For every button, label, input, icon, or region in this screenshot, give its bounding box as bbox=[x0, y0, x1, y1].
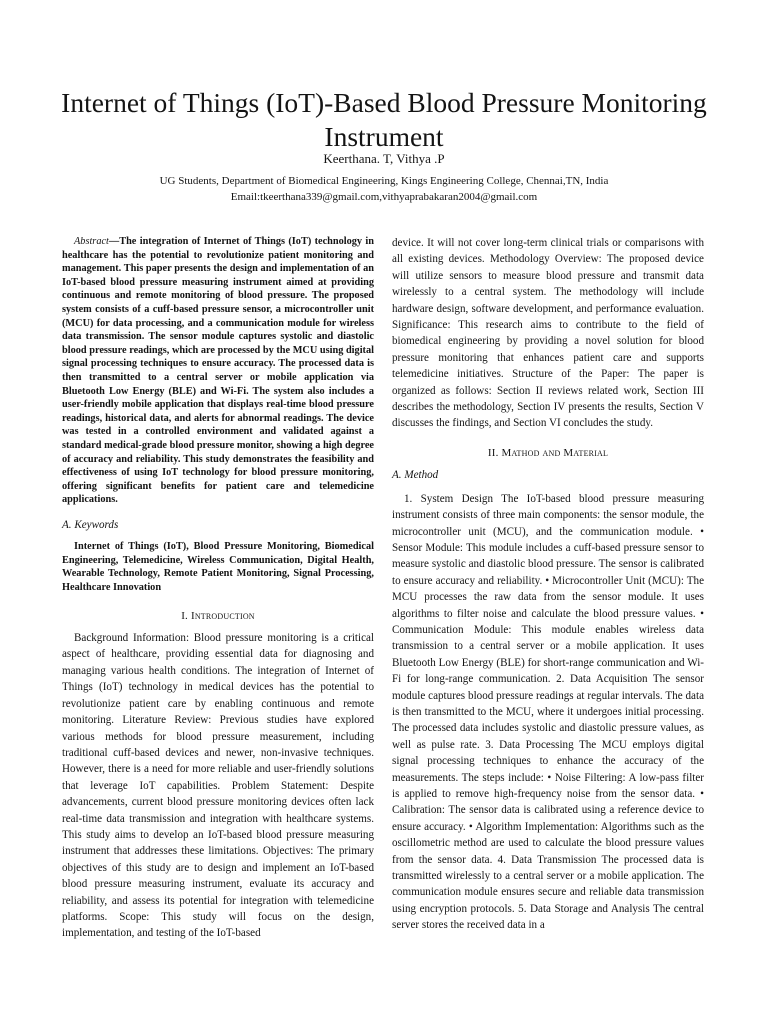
keywords-heading: A. Keywords bbox=[62, 518, 119, 531]
abstract-label: Abstract bbox=[74, 236, 109, 247]
method-subheading: A. Method bbox=[392, 469, 439, 482]
method-section-heading: II. Mathod and Material bbox=[487, 446, 609, 459]
abstract-text: —The integration of Internet of Things (IoT) technology in healthcare has the potential to revolutionize patient monitoring and management. This paper presents the design and implementation of an IoT-based blood pressure measuring instrument aimed at providing continuous and remote monitoring of blood pressure. The proposed system consists of a cuff-based pressure sensor, a microcontroller unit (MCU) for data processing, and a communication module for wireless data transmission. The sensor module captures systolic and diastolic blood pressure readings, which are processed by the MCU using digital signal processing techniques to ensure accuracy. The processed data is then transmitted to a central server or mobile application via Bluetooth Low Energy (BLE) and Wi-Fi. The system also includes a user-friendly mobile application that displays real-time blood pressure readings, historical data, and alerts for abnormal readings. The device was tested in a controlled environment and validated against a standard medical-grade blood pressure monitor, showing a high degree of accuracy and reliability. This study demonstrates the feasibility and effectiveness of using IoT technology for blood pressure monitoring, offering significant benefits for patient care and telemedicine applications. bbox=[62, 236, 374, 506]
abstract bbox=[62, 235, 374, 507]
right-column bbox=[392, 235, 704, 934]
author-email: Email:tkeerthana339@gmail.com,vithyaprabakaran2004@gmail.com bbox=[230, 191, 538, 203]
introduction-heading: I. Introduction bbox=[181, 609, 255, 622]
author-affiliation: UG Students, Department of Biomedical Engineering, Kings Engineering College, Chennai,TN, India bbox=[159, 175, 609, 187]
method-text: 1. System Design The IoT-based blood pressure measuring instrument consists of three main components: the sensor module, the microcontroller unit (MCU), and the communication module. • Sensor Module: This module includes a cuff-based pressure sensor to measure systolic and diastolic blood pressure. The sensor is calibrated to ensure accuracy and reliability. • Microcontroller Unit (MCU): The MCU processes the raw data from the sensor module. It uses algorithms to filter noise and calculate the blood pressure values. • Communication Module: This module enables wireless data transmission to a central server or a mobile application. It uses Bluetooth Low Energy (BLE) for short-range communication and Wi-Fi for long-range communication. 2. Data Acquisition The sensor module captures blood pressure readings at regular intervals. The data is then transmitted to the MCU, where it undergoes initial processing. The processed data includes systolic and diastolic pressure values, as well as pulse rate. 3. Data Processing The MCU employs digital signal processing techniques to enhance the accuracy of the measurements. The steps include: • Noise Filtering: A low-pass filter is applied to remove high-frequency noise from the sensor data. • Calibration: The sensor data is calibrated using a reference device to ensure accuracy. • Algorithm Implementation: Algorithms such as the oscillometric method are used to calculate the blood pressure values from the sensor data. 4. Data Transmission The processed data is transmitted wirelessly to a central server or a mobile application. The communication module ensures secure and reliable data transmission using encryption protocols. 5. Data Storage and Analysis The central server stores the received data in a bbox=[392, 492, 704, 932]
introduction-text: Background Information: Blood pressure monitoring is a critical aspect of healthcare, providing essential data for diagnosing and managing various health conditions. The integration of Internet of Things (IoT) technology in medical devices has the potential to revolutionize patient care by enabling continuous and remote monitoring. Literature Review: Previous studies have explored various methods for blood pressure measurement, including traditional cuff-based devices and newer, non-invasive techniques. However, there is a need for more reliable and user-friendly solutions that leverage IoT capabilities. Problem Statement: Despite advancements, current blood pressure monitoring devices often lack real-time data transmission and integration with healthcare systems. This study aims to develop an IoT-based blood pressure measuring instrument that addresses these limitations. Objectives: The primary objectives of this study are to design and implement an IoT-based blood pressure measuring instrument, evaluate its accuracy and reliability, and assess its potential for integration with telemedicine platforms. Scope: This study will focus on the design, implementation, and testing of the IoT-based bbox=[62, 632, 374, 940]
left-column bbox=[62, 235, 374, 942]
introduction-continued: device. It will not cover long-term clinical trials or comparisons with all existing devices. Methodology Overview: The proposed device will utilize sensors to measure blood pressure and transmit data wirelessly to a central system. The methodology will include hardware design, software development, and performance evaluation. Significance: This research aims to contribute to the field of biomedical engineering by providing a novel solution for blood pressure monitoring that enhances patient care and supports telemedicine initiatives. Structure of the Paper: The paper is organized as follows: Section II reviews related work, Section III describes the methodology, Section IV presents the results, Section V discusses the findings, and Section VI concludes the study. bbox=[392, 237, 704, 430]
keywords-text: Internet of Things (IoT), Blood Pressure Monitoring, Biomedical Engineering, Telemedicine, Wireless Communication, Digital Health, Wearable Technology, Remote Patient Monitoring, Signal Processing, Healthcare Innovation bbox=[62, 541, 374, 594]
paper-title: Internet of Things (IoT)-Based Blood Pressure Monitoring Instrument bbox=[61, 87, 707, 153]
author-list: Keerthana. T, Vithya .P bbox=[323, 151, 445, 166]
